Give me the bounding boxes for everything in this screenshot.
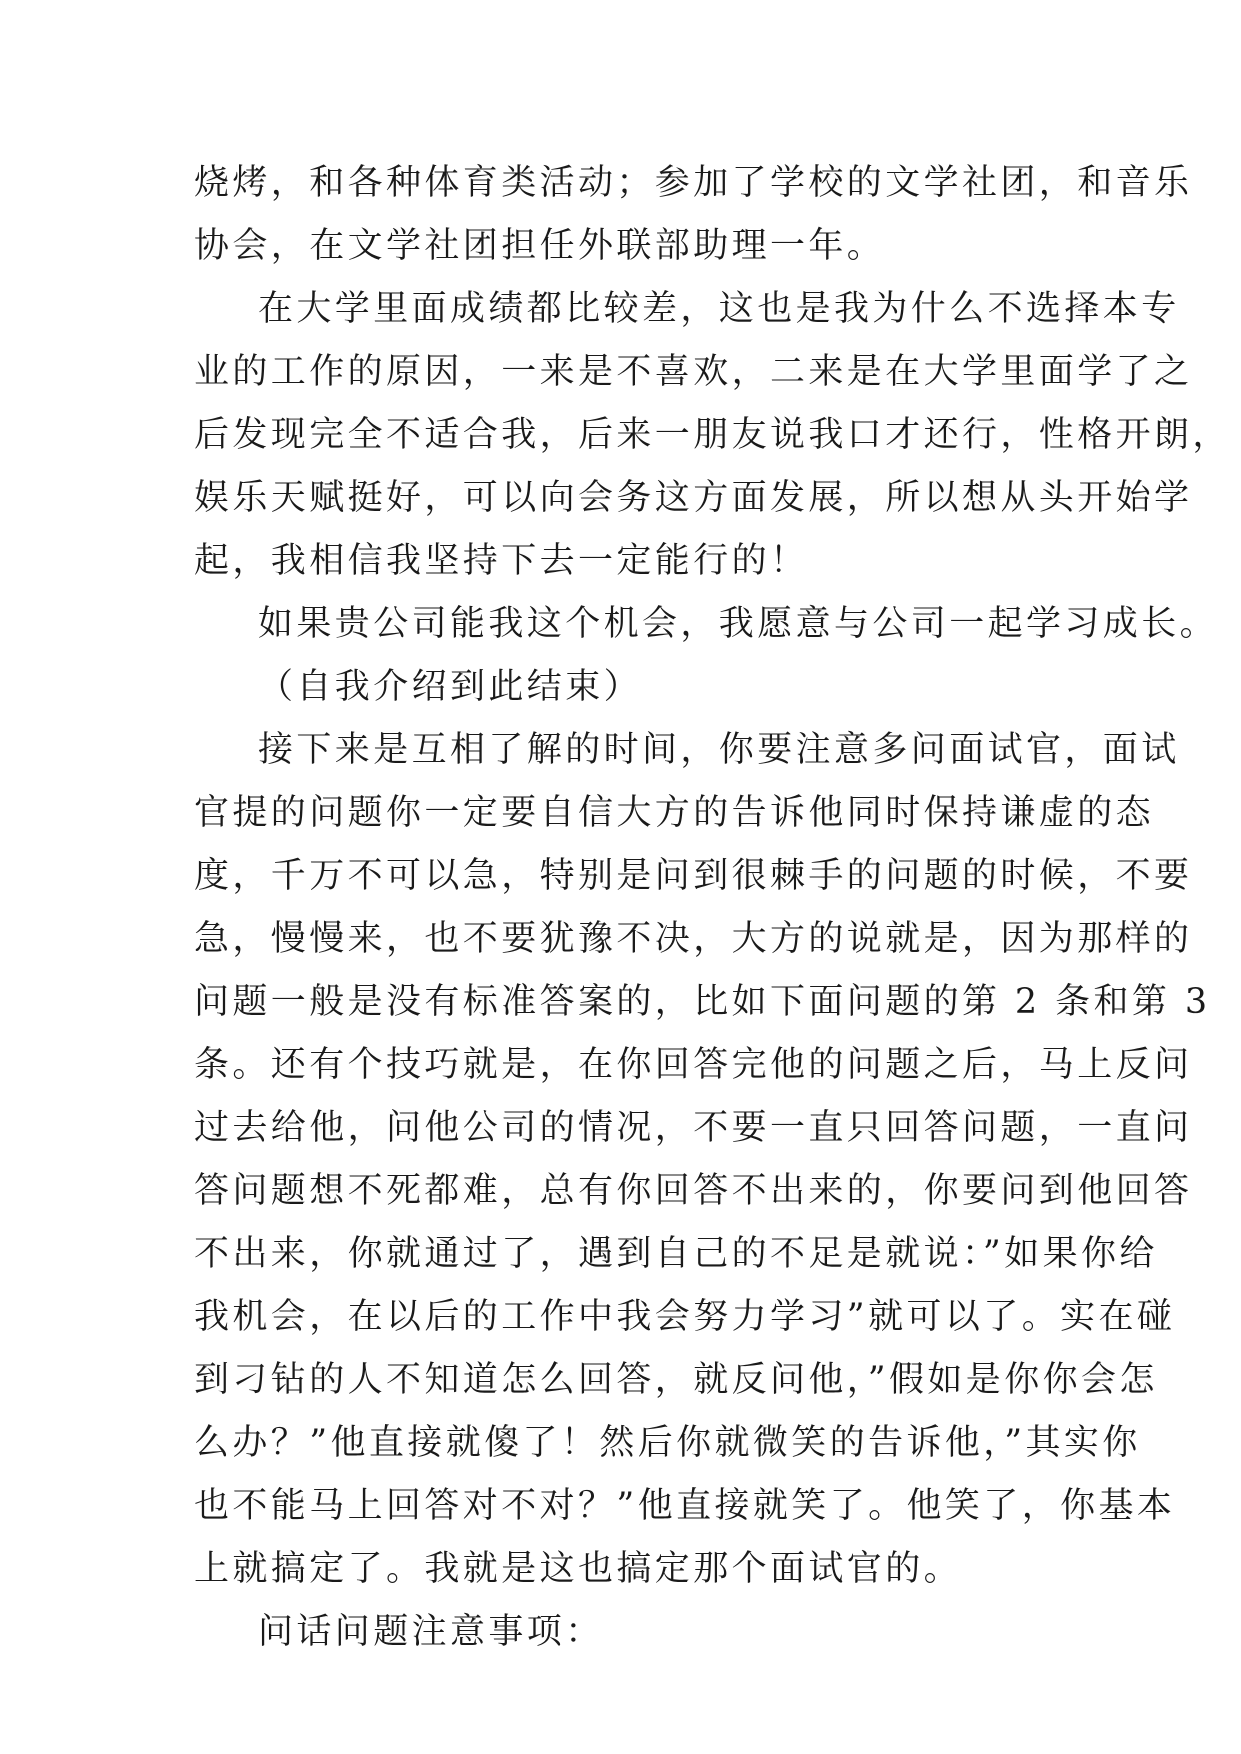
text-line: 业的工作的原因，一来是不喜欢，二来是在大学里面学了之	[194, 352, 1193, 392]
text-line: 条。还有个技巧就是，在你回答完他的问题之后，马上反问	[194, 1045, 1193, 1085]
text-line: 接下来是互相了解的时间，你要注意多问面试官，面试	[258, 730, 1180, 770]
paragraph-question-notes	[194, 1601, 1054, 1664]
text-line: 上就搞定了。我就是这也搞定那个面试官的。	[194, 1549, 963, 1589]
text-line: 问话问题注意事项：	[258, 1612, 604, 1652]
text-line: 度，千万不可以急，特别是问到很棘手的问题的时候，不要	[194, 856, 1193, 896]
text-line: 么办？”他直接就傻了！然后你就微笑的告诉他，”其实你	[194, 1423, 1141, 1463]
text-line: 也不能马上回答对不对？”他直接就笑了。他笑了，你基本	[194, 1486, 1176, 1526]
text-line: 起，我相信我坚持下去一定能行的！	[194, 541, 809, 581]
paragraph-university	[194, 278, 1231, 593]
paragraph-interview-tips	[194, 719, 1211, 1601]
text-line: （自我介绍到此结束）	[258, 667, 643, 707]
paragraph-opportunity	[194, 593, 1219, 656]
text-line: 到刁钻的人不知道怎么回答，就反问他，”假如是你你会怎	[194, 1360, 1158, 1400]
text-line: 娱乐天赋挺好，可以向会务这方面发展，所以想从头开始学	[194, 478, 1193, 518]
text-line: 后发现完全不适合我，后来一朋友说我口才还行，性格开朗，	[194, 415, 1231, 455]
text-line: 烧烤，和各种体育类活动；参加了学校的文学社团，和音乐	[194, 163, 1193, 203]
text-line: 过去给他，问他公司的情况，不要一直只回答问题，一直问	[194, 1108, 1193, 1148]
text-line: 不出来，你就通过了，遇到自己的不足是就说：”如果你给	[194, 1234, 1158, 1274]
text-line: 官提的问题你一定要自信大方的告诉他同时保持谦虚的态	[194, 793, 1155, 833]
text-line: 在大学里面成绩都比较差，这也是我为什么不选择本专	[258, 289, 1180, 329]
text-line: 协会，在文学社团担任外联部助理一年。	[194, 226, 886, 266]
text-line: 答问题想不死都难，总有你回答不出来的，你要问到他回答	[194, 1171, 1193, 1211]
text-line: 问题一般是没有标准答案的，比如下面问题的第 2 条和第 3	[194, 982, 1211, 1022]
text-line: 如果贵公司能我这个机会，我愿意与公司一起学习成长。	[258, 604, 1219, 644]
document-body	[194, 152, 1231, 1664]
paragraph-intro-end	[194, 656, 1054, 719]
text-line: 我机会，在以后的工作中我会努力学习”就可以了。实在碰	[194, 1297, 1176, 1337]
paragraph-activities	[194, 152, 1193, 278]
text-line: 急，慢慢来，也不要犹豫不决，大方的说就是，因为那样的	[194, 919, 1193, 959]
